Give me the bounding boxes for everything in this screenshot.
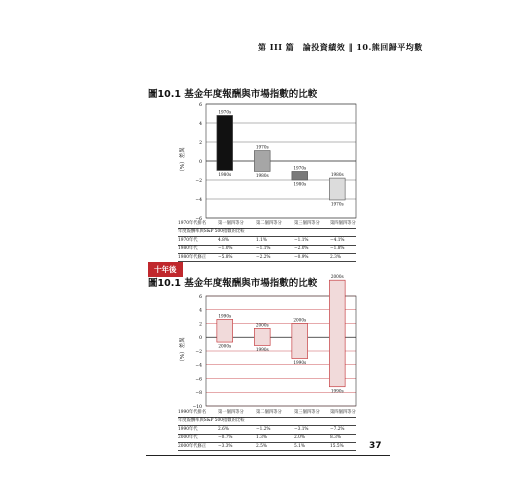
bar-label-4-a: 1990s xyxy=(330,388,344,394)
footer-rule xyxy=(146,455,390,456)
table-cell: −2.2% xyxy=(256,254,271,260)
table-cell: 2.6% xyxy=(218,426,229,432)
y-tick-label: −8 xyxy=(195,391,202,397)
ten-years-later-badge: 十年後 xyxy=(148,262,183,277)
y-tick-label: −2 xyxy=(195,178,202,184)
bar-label-3-a: 1970s xyxy=(293,165,307,171)
y-axis-label: （%）差異 xyxy=(180,337,186,365)
table-cell: 1980年代修正 xyxy=(178,254,207,260)
table-cell: 第三個四等分 xyxy=(294,410,320,415)
table-cell: −2.0% xyxy=(294,246,309,252)
y-axis-label: （%）差異 xyxy=(180,147,186,175)
figure2-table xyxy=(178,409,356,451)
running-header: 第 III 篇 論投資績效 ‖ 10.熊回歸平均數 xyxy=(258,42,423,52)
bar-3 xyxy=(292,171,308,180)
table-cell: 8.3% xyxy=(330,435,341,441)
bar-2 xyxy=(254,328,270,345)
table-cell: 年度報酬率與S&P 500指數的比較 xyxy=(178,229,245,235)
table-cell: −3.1% xyxy=(294,426,309,432)
table-cell: 1.3% xyxy=(256,435,267,441)
figure1-chart xyxy=(172,98,372,228)
table-cell: −1.0% xyxy=(218,246,233,252)
bar-label-2-b: 1980s xyxy=(255,172,269,178)
y-tick-label: 6 xyxy=(199,102,202,108)
table-row xyxy=(178,245,356,253)
table-cell: 1990年代 xyxy=(178,426,198,432)
bar-label-1-b: 1980s xyxy=(218,172,232,177)
table-cell: 第一個四等分 xyxy=(218,221,244,226)
y-tick-label: −6 xyxy=(195,216,202,222)
table-header-row xyxy=(178,220,356,228)
y-tick-label: 0 xyxy=(199,336,202,342)
table-cell: 第一個四等分 xyxy=(218,410,244,415)
y-tick-label: 2 xyxy=(199,322,202,328)
table-cell: 第三個四等分 xyxy=(294,221,320,226)
table-cell: −1.1% xyxy=(256,246,271,252)
table-row xyxy=(178,426,356,434)
table-cell: 第四個四等分 xyxy=(330,221,356,226)
bar-4 xyxy=(329,280,345,387)
table-row xyxy=(178,443,356,451)
table-row xyxy=(178,254,356,262)
table-cell: 5.1% xyxy=(294,443,305,449)
bar-3 xyxy=(292,324,308,359)
table-rule xyxy=(178,261,356,262)
table-cell: 4.8% xyxy=(218,237,229,243)
bar-label-3-a: 1990s xyxy=(293,360,307,366)
table-cell: 2000年代修正 xyxy=(178,443,207,449)
table-row xyxy=(178,237,356,245)
table-row xyxy=(178,434,356,442)
table-cell: 2000年代 xyxy=(178,435,198,441)
table-cell: −0.9% xyxy=(294,254,309,260)
bar-label-3-b: 2000s xyxy=(293,317,307,323)
bar-label-1-a: 1970s xyxy=(218,109,232,115)
bar-1 xyxy=(217,319,233,342)
table-cell: −1.1% xyxy=(294,237,309,243)
y-tick-label: 4 xyxy=(199,121,202,127)
y-tick-label: −6 xyxy=(195,377,202,383)
table-cell: −5.8% xyxy=(218,254,233,260)
table-cell: 2.3% xyxy=(330,254,341,260)
bar-4 xyxy=(329,178,345,200)
table-cell: 2.0% xyxy=(294,435,305,441)
table-subtitle-row xyxy=(178,228,356,236)
table-cell: 年度報酬率與S&P 500指數的比較 xyxy=(178,418,245,424)
figure1-title: 圖10.1 基金年度報酬與市場指數的比較 xyxy=(148,89,318,100)
table-cell: −1.8% xyxy=(330,246,345,252)
y-tick-label: 4 xyxy=(199,308,202,314)
table-cell: −1.2% xyxy=(256,426,271,432)
bar-label-4-a: 1970s xyxy=(330,201,344,207)
page-number: 37 xyxy=(369,441,382,451)
table-cell: −3.3% xyxy=(218,443,233,449)
bar-label-2-a: 1970s xyxy=(255,144,269,150)
table-cell: −4.1% xyxy=(330,237,345,243)
table-cell: 第二個四等分 xyxy=(256,221,282,226)
y-tick-label: −4 xyxy=(195,363,202,369)
table-cell: 1970年代 xyxy=(178,237,198,243)
table-subtitle-row xyxy=(178,417,356,425)
y-tick-label: 2 xyxy=(199,140,202,146)
bar-label-1-a: 1990s xyxy=(218,313,232,319)
y-tick-label: −4 xyxy=(195,197,202,203)
table-cell: 第四個四等分 xyxy=(330,410,356,415)
table-cell: 2.5% xyxy=(256,443,267,449)
figure1-table xyxy=(178,220,356,262)
table-cell: 1.1% xyxy=(256,237,267,243)
figure2-title: 圖10.1 基金年度報酬與市場指數的比較 xyxy=(148,278,318,289)
table-cell: −7.2% xyxy=(330,426,345,432)
bar-label-2-a: 1990s xyxy=(255,347,269,352)
bar-1 xyxy=(217,115,233,170)
bar-label-4-b: 2000s xyxy=(330,274,344,280)
bar-label-4-b: 1980s xyxy=(330,172,344,178)
table-cell: 1970年代排名 xyxy=(178,221,207,226)
table-cell: 第二個四等分 xyxy=(256,410,282,415)
table-cell: 1980年代 xyxy=(178,246,198,252)
bar-2 xyxy=(254,151,270,172)
bar-label-3-b: 1980s xyxy=(293,181,307,187)
y-tick-label: −10 xyxy=(192,404,202,410)
table-rule xyxy=(178,450,356,451)
bar-label-2-b: 2000s xyxy=(255,322,269,328)
y-tick-label: 6 xyxy=(199,294,202,300)
bar-label-1-b: 2000s xyxy=(218,343,232,349)
table-header-row xyxy=(178,409,356,417)
y-tick-label: 0 xyxy=(199,159,202,165)
y-tick-label: −2 xyxy=(195,349,202,355)
table-cell: −0.7% xyxy=(218,435,233,441)
table-cell: 15.5% xyxy=(330,443,344,449)
table-cell: 1990年代排名 xyxy=(178,410,207,415)
